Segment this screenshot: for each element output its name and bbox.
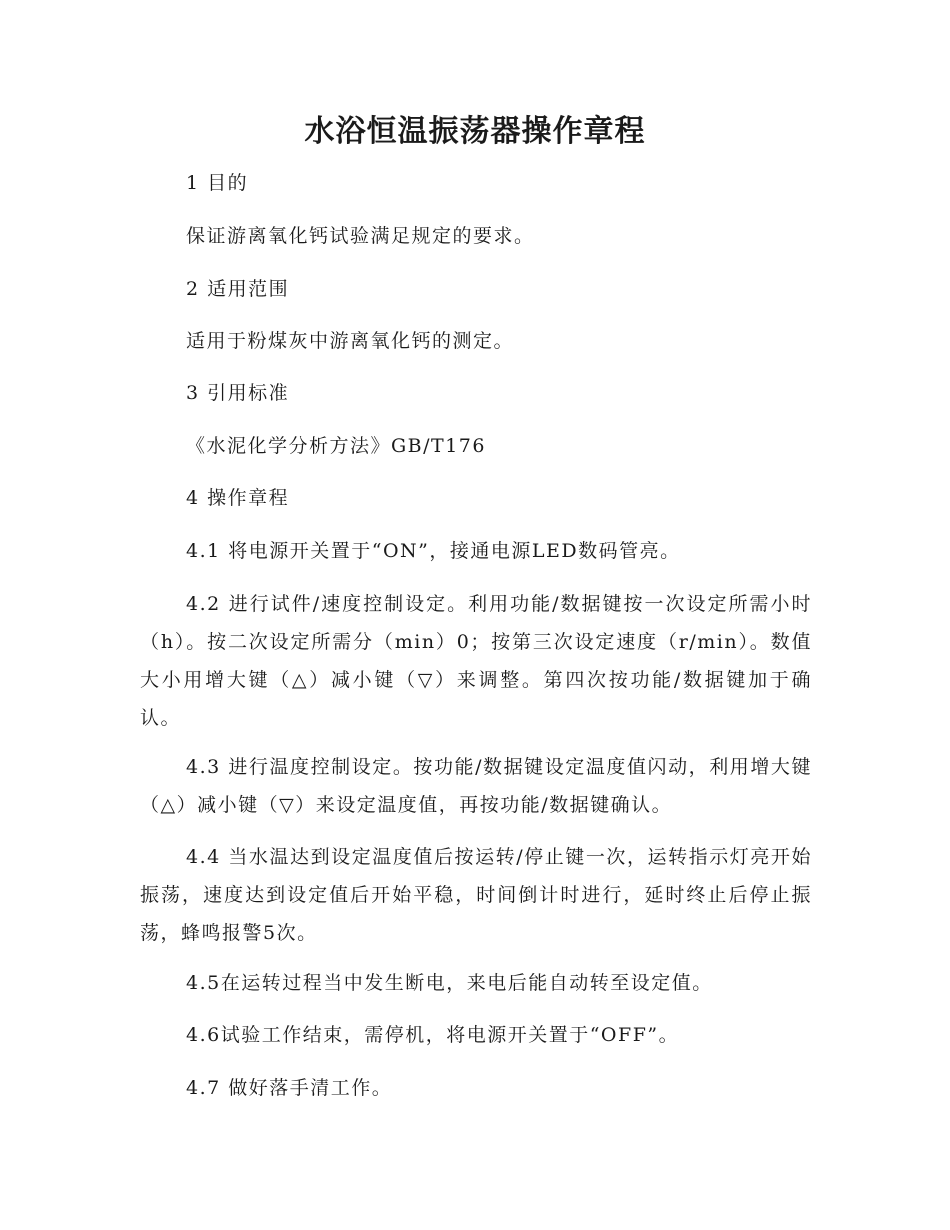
section-2-body: 适用于粉煤灰中游离氧化钙的测定。 [186, 330, 515, 352]
step-4-7: 4.7 做好落手清工作。 [186, 1077, 393, 1099]
section-3-heading: 3 引用标准 [186, 382, 290, 404]
step-4-5: 4.5在运转过程当中发生断电，来电后能自动转至设定值。 [186, 972, 713, 994]
step-4-1: 4.1 将电源开关置于“ON”，接通电源LED数码管亮。 [186, 540, 681, 562]
step-4-3: 4.3 进行温度控制设定。按功能/数据键设定温度值闪动，利用增大键（△）减小键（▽）来设定温度值，再按功能/数据键确认。 [140, 756, 812, 816]
document-title: 水浴恒温振荡器操作章程 [304, 114, 646, 149]
section-1-body: 保证游离氧化钙试验满足规定的要求。 [186, 225, 535, 247]
step-4-4: 4.4 当水温达到设定温度值后按运转/停止键一次，运转指示灯亮开始振荡，速度达到设定值后开始平稳，时间倒计时进行，延时终止后停止振荡，蜂鸣报警5次。 [140, 846, 812, 944]
step-4-2: 4.2 进行试件/速度控制设定。利用功能/数据键按一次设定所需小时（h）。按二次设定所需分（min）0；按第三次设定速度（r/min）。数值大小用增大键（△）减小键（▽）来调整。第四次按功能/数据键加于确认。 [140, 593, 812, 729]
section-1-heading: 1 目的 [186, 172, 249, 194]
section-4-heading: 4 操作章程 [186, 487, 290, 509]
section-2-heading: 2 适用范围 [186, 278, 290, 300]
section-3-body: 《水泥化学分析方法》GB/T176 [186, 435, 486, 457]
step-4-6: 4.6试验工作结束，需停机，将电源开关置于“OFF”。 [186, 1024, 680, 1046]
